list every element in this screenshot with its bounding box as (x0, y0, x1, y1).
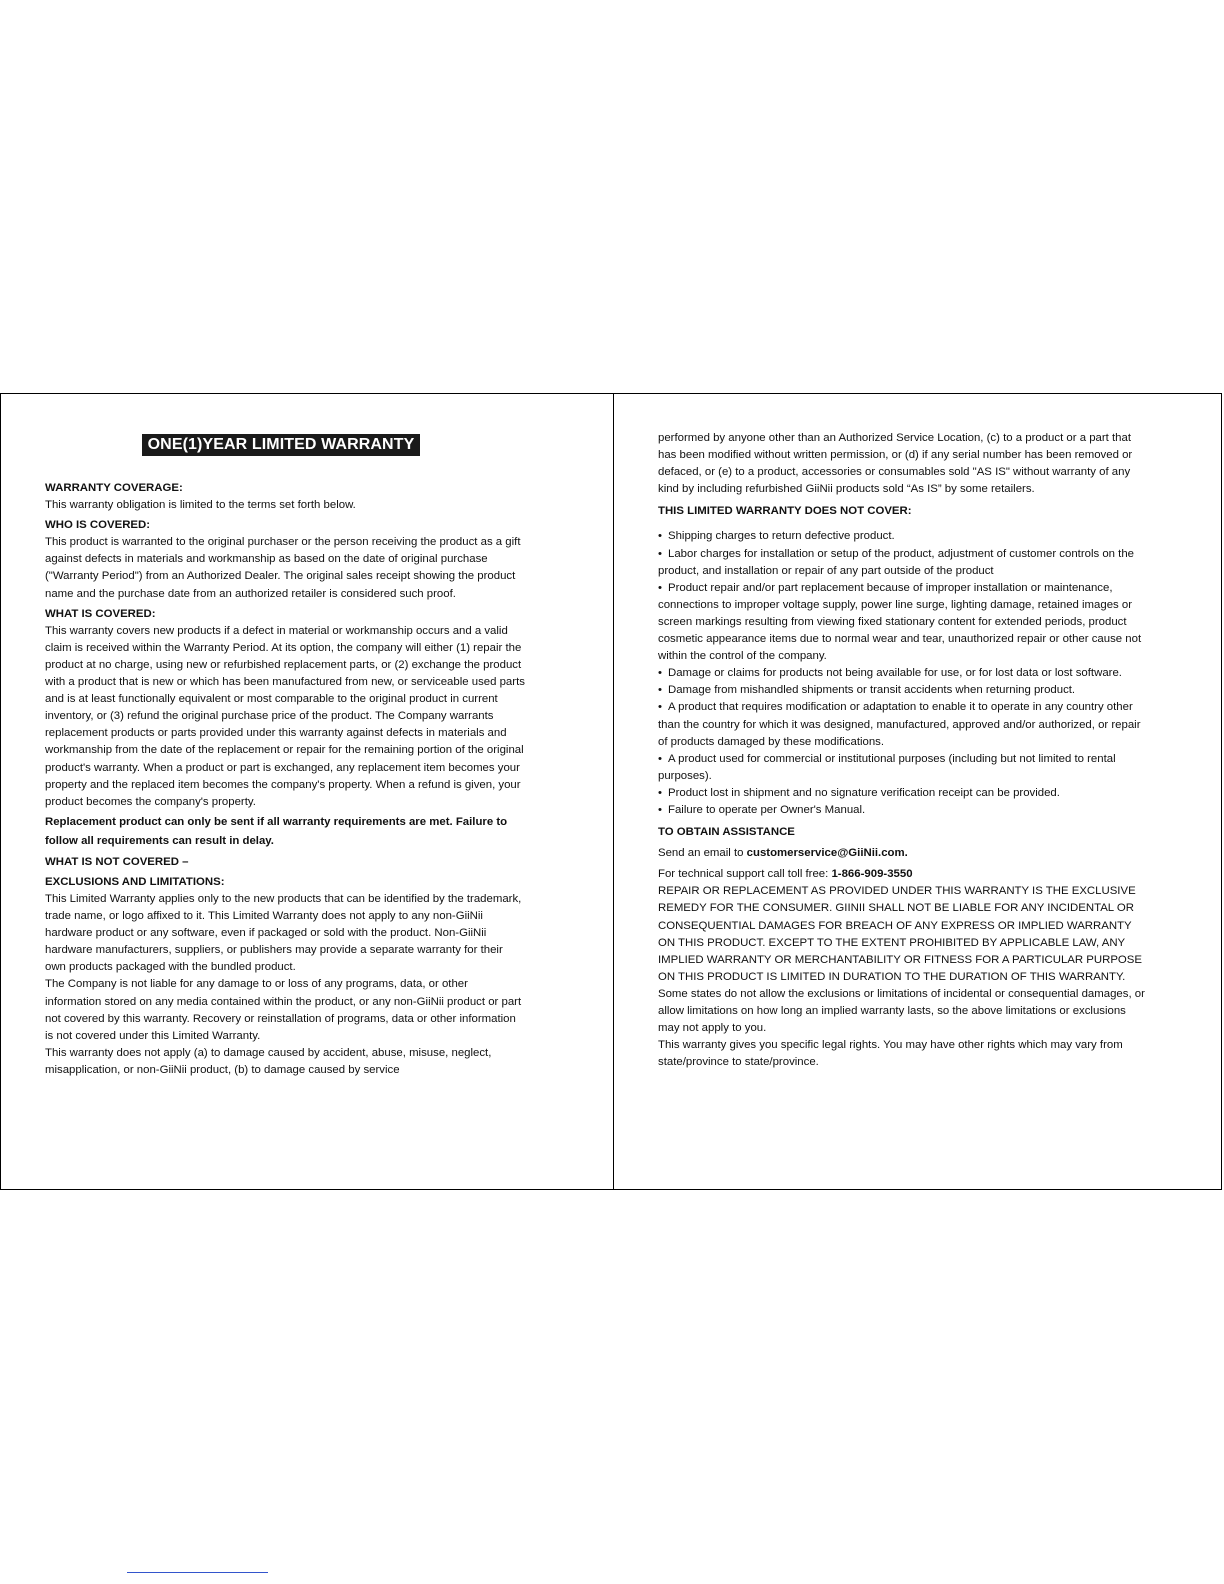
list-item: • Damage or claims for products not being available for use, or for lost data or lost software. (658, 667, 1122, 680)
list-item: • Product repair and/or part replacement because of improper installation or maintenance, connections to improper voltage supply, power line surge, lighting damage, retained images or screen markings resulting from viewing fixed stationary content for extended periods, product cosmetic appearance items due to normal wear and tear, unauthorized repair or other cause not within the control of the company. (658, 581, 1142, 663)
section-heading-who: WHO IS COVERED: (45, 519, 151, 532)
bullet-icon: • (658, 752, 662, 765)
exclusions-heading: EXCLUSIONS AND LIMITATIONS: (45, 875, 225, 888)
bullet-icon: • (658, 701, 662, 714)
link-underline-artifact (127, 1572, 268, 1573)
support-email-link[interactable]: customerservice@GiiNii.com. (746, 847, 908, 860)
center-divider (613, 394, 614, 1189)
list-item: • A product used for commercial or institutional purposes (including but not limited to rental purposes). (658, 752, 1116, 782)
exclusions-paragraph-3: This warranty does not apply (a) to damage caused by accident, abuse, misuse, neglect, misapplication, or non-GiiNii product, (b) to damage caused by service (45, 1046, 492, 1076)
bullet-icon: • (658, 667, 662, 680)
left-panel (45, 394, 525, 1079)
section-heading-what: WHAT IS COVERED: (45, 607, 156, 620)
exclusions-paragraph-2: The Company is not liable for any damage to or loss of any programs, data, or other information stored on any media contained within the product, or any non-GiiNii product or part not covered by this warranty. Recovery or reinstallation of programs, data or other information is not covered under this Limited Warranty. (45, 978, 522, 1042)
email-line: Send an email to customerservice@GiiNii.com. (658, 847, 908, 860)
rights-paragraph: This warranty gives you specific legal rights. You may have other rights which may vary from state/province to state/province. (658, 1039, 1123, 1069)
bullet-icon: • (658, 547, 662, 560)
list-item: • Product lost in shipment and no signature verification receipt can be provided. (658, 786, 1060, 799)
support-phone: 1-866-909-3550 (831, 868, 913, 881)
phone-line: For technical support call toll free: 1-866-909-3550 (658, 868, 913, 881)
section-heading-coverage: WARRANTY COVERAGE: (45, 482, 183, 494)
list-item: • Shipping charges to return defective product. (658, 530, 895, 543)
states-paragraph: Some states do not allow the exclusions or limitations of incidental or consequential damages, or allow limitations on how long an implied warranty lasts, so the above limitations or exclusions may not apply to you. (658, 987, 1145, 1035)
list-item: • Failure to operate per Owner's Manual. (658, 803, 866, 816)
replacement-notice: Replacement product can only be sent if all warranty requirements are met. Failure to follow all requirements can result in delay. (45, 815, 508, 847)
not-covered-heading: WHAT IS NOT COVERED – (45, 855, 189, 868)
exclusions-paragraph-1: This Limited Warranty applies only to the new products that can be identified by the trademark, trade name, or logo affixed to it. This Limited Warranty does not apply to any non-GiiNii hardware product or any software, even if packaged or sold with the product. Non-GiiNii hardware manufacturers, suppliers, or publishers may provide a separate warranty for their own products packaged with the bundled product. (45, 892, 522, 974)
bullet-icon: • (658, 530, 662, 543)
assistance-heading: TO OBTAIN ASSISTANCE (658, 826, 795, 839)
bullet-icon: • (658, 581, 662, 594)
section-body-what: This warranty covers new products if a defect in material or workmanship occurs and a valid claim is received within the Warranty Period. At its option, the company will either (1) repair the product at no charge, using new or refurbished replacement parts, or (2) exchange the product with a product that is new or which has been manufactured from new, or serviceable used parts and is at least functionally equivalent or most comparable to the original product in current inventory, or (3) refund the original purchase price of the product. The Company warrants replacement products or parts provided under this warranty against defects in materials and workmanship from the date of the replacement or repair for the remaining portion of the original product's warranty. When a product or part is exchanged, any replacement item becomes your property and the replaced item becomes the company's property. When a refund is given, your product becomes the company's property. (45, 624, 525, 808)
bullet-icon: • (658, 803, 662, 816)
bullet-icon: • (658, 684, 662, 697)
warranty-title: ONE(1)YEAR LIMITED WARRANTY (142, 434, 421, 456)
section-body-coverage: This warranty obligation is limited to the terms set forth below. (45, 499, 356, 512)
list-item: • A product that requires modification or adaptation to enable it to operate in any country other than the country for which it was designed, manufactured, approved and/or authorized, or repair of products damaged by these modifications. (658, 701, 1141, 748)
list-item: • Labor charges for installation or setup of the product, adjustment of customer controls on the product, and installation or repair of any part outside of the product (658, 547, 1135, 577)
continuation-paragraph: performed by anyone other than an Authorized Service Location, (c) to a product or a part that has been modified without written permission, or (d) if any serial number has been removed or defaced, or (e) to a product, accessories or consumables sold "AS IS" without warranty of any kind by including refurbished GiiNii products sold “As IS” by some retailers. (658, 432, 1133, 496)
warranty-sheet (0, 393, 1222, 1190)
does-not-cover-heading: THIS LIMITED WARRANTY DOES NOT COVER: (658, 505, 912, 518)
list-item: • Damage from mishandled shipments or transit accidents when returning product. (658, 684, 1076, 697)
section-body-who: This product is warranted to the original purchaser or the person receiving the product as a gift against defects in materials and workmanship as based on the date of original purchase ("Warranty Period") from an Authorized Dealer. The original sales receipt showing the product name and the purchase date from an authorized retailer is considered such proof. (45, 536, 521, 600)
title-wrap (37, 434, 525, 456)
exclusions-list (658, 528, 1148, 819)
bullet-icon: • (658, 786, 662, 799)
right-panel (658, 394, 1148, 1071)
remedy-paragraph: REPAIR OR REPLACEMENT AS PROVIDED UNDER THIS WARRANTY IS THE EXCLUSIVE REMEDY FOR THE CONSUMER. GIINII SHALL NOT BE LIABLE FOR ANY INCIDENTAL OR CONSEQUENTIAL DAMAGES FOR BREACH OF ANY EXPRESS OR IMPLIED WARRANTY ON THIS PRODUCT. EXCEPT TO THE EXTENT PROHIBITED BY APPLICABLE LAW, ANY IMPLIED WARRANTY OR MERCHANTABILITY OR FITNESS FOR A PARTICULAR PURPOSE ON THIS PRODUCT IS LIMITED IN DURATION TO THE DURATION OF THIS WARRANTY. (658, 885, 1142, 983)
